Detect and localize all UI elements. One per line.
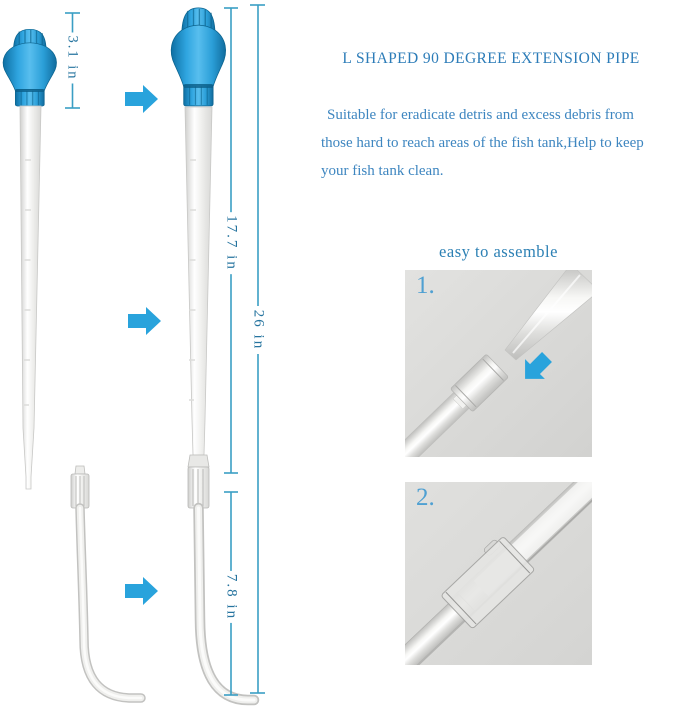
dropper-assembled-tube (185, 107, 212, 455)
dropper-illustration (0, 0, 300, 713)
description-line: Suitable for eradicate detris and excess debris from (327, 107, 634, 123)
product-description (321, 101, 679, 185)
assemble-heading: easy to assemble (439, 242, 558, 261)
arrow-right-icon (125, 85, 158, 113)
step-2-number: 2. (416, 484, 435, 511)
assembly-step-1-photo (405, 270, 592, 457)
arrow-right-icon (128, 307, 161, 335)
dropper-small-tube (20, 106, 41, 489)
dropper-small (3, 29, 56, 489)
dropper-assembled (171, 8, 254, 700)
description-line: your fish tank clean. (321, 163, 444, 179)
arrow-right-icon (125, 577, 158, 605)
assembly-step-2-photo (405, 482, 592, 665)
tube-connector (188, 455, 209, 508)
measurement-total-label: 26 in (249, 307, 268, 353)
description-line: those hard to reach areas of the fish tank,Help to keep (321, 135, 644, 151)
product-title: L SHAPED 90 DEGREE EXTENSION PIPE (342, 50, 640, 67)
measurement-extension-label: 7.8 in (222, 571, 241, 623)
l-shaped-extension-pipe (71, 466, 141, 698)
measurement-tube-label: 17.7 in (222, 212, 241, 274)
measurement-bulb-label: 3.1 in (63, 32, 82, 83)
step-1-number: 1. (416, 272, 435, 299)
